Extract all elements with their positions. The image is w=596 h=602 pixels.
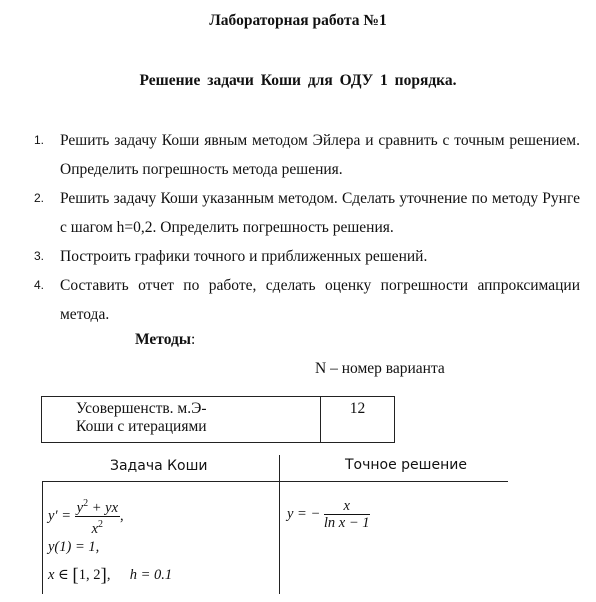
task-number: 4. [34, 278, 45, 292]
ode-lhs: y′ = [48, 507, 72, 524]
exact-solution-header: Точное решение [345, 457, 467, 473]
ode-num-exponent: 2 [83, 498, 89, 509]
header-divider [279, 455, 280, 482]
task-item-2 [34, 184, 580, 242]
solution-fraction [324, 498, 370, 531]
task-item-4 [34, 271, 580, 329]
initial-condition: y(1) = 1, [48, 539, 100, 555]
task-number: 1. [34, 133, 45, 147]
interval-and-step [48, 565, 172, 587]
solution-numerator: x [324, 498, 370, 515]
solution-lhs: y = − [287, 505, 321, 522]
ode-equation [48, 496, 124, 537]
method-name-cell [42, 397, 321, 443]
interval-close: ] [100, 565, 107, 586]
ode-num-y: y [76, 500, 84, 516]
task-number: 2. [34, 191, 45, 205]
step-size: h = 0.1 [129, 567, 173, 583]
method-number-cell: 12 [321, 397, 395, 443]
task-item-3 [34, 242, 580, 271]
table-row [42, 397, 395, 443]
task-item-1 [34, 126, 580, 184]
exact-solution [287, 498, 370, 531]
interval-prefix: x ∈ [48, 567, 73, 583]
left-border [42, 482, 43, 594]
header-rule [42, 481, 508, 482]
ode-fraction [75, 496, 120, 537]
interval-sep: , [106, 567, 111, 583]
ode-denominator [75, 517, 120, 537]
ode-den-exponent: 2 [98, 519, 104, 530]
task-text: Решить задачу Коши явным методом Эйлера и сравнить с точным решением. Определить погрешность метода решения. [60, 132, 580, 178]
page-subtitle: Решение задачи Коши для ОДУ 1 порядка. [139, 72, 457, 89]
methods-label: Методы [135, 331, 191, 348]
cell-divider [279, 482, 280, 594]
ode-tail: , [120, 507, 124, 524]
task-text: Построить графики точного и приближенных решений. [60, 248, 428, 265]
variant-note: N – номер варианта [315, 360, 445, 377]
interval-open: [ [72, 565, 79, 586]
ode-num-rest: + yx [88, 500, 118, 516]
task-text: Составить отчет по работе, сделать оценку погрешности аппроксимации метода. [60, 277, 580, 323]
task-list [34, 126, 580, 329]
methods-heading [135, 331, 195, 349]
ode-numerator [75, 496, 120, 517]
page-title: Лабораторная работа №1 [209, 12, 387, 29]
interval-values: 1, 2 [78, 567, 101, 583]
ode-den-x: x [91, 521, 99, 537]
task-text: Решить задачу Коши указанным методом. Сделать уточнение по методу Рунге с шагом h=0,2. Определить погрешность решения. [60, 190, 580, 236]
solution-denominator: ln x − 1 [323, 515, 370, 531]
method-name-line: Коши с итерациями [76, 418, 207, 435]
cauchy-problem-header: Задача Коши [110, 458, 208, 474]
task-number: 3. [34, 249, 45, 263]
methods-table [41, 396, 395, 443]
method-name-line: Усовершенств. м.Э- [76, 400, 207, 417]
methods-colon: : [190, 331, 196, 348]
